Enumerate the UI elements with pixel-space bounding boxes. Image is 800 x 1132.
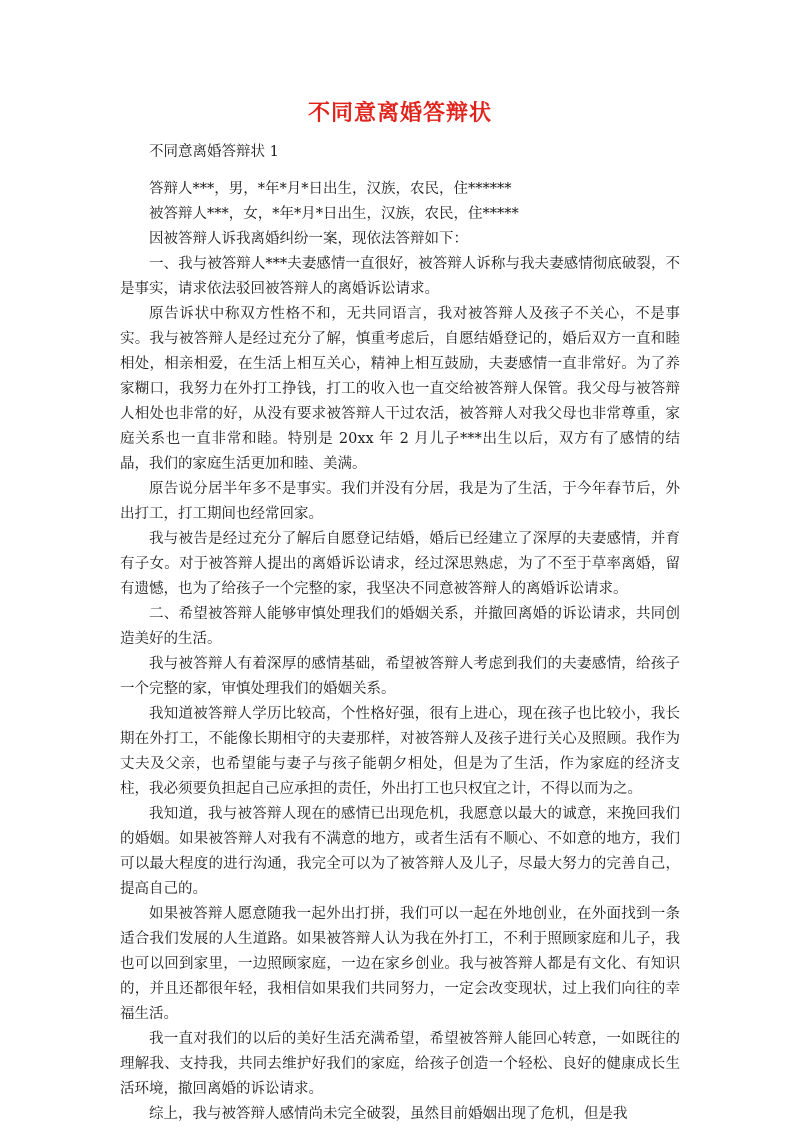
paragraph-body: 我与被告是经过充分了解后自愿登记结婚，婚后已经建立了深厚的夫妻感情，并育有子女。对于被答辩人提出的离婚诉讼请求，经过深思熟虑，为了不至于草率离婚，留有遗憾，也为了给孩子一个完整的家，我坚决不同意被答辩人的离婚诉讼请求。 (120, 531, 680, 597)
document-body (120, 177, 680, 1127)
paragraph-body: 我一直对我们的以后的美好生活充满希望，希望被答辩人能回心转意，一如既往的理解我、支持我，共同去维护好我们的家庭，给孩子创造一个轻松、良好的健康成长生活环境，撤回离婚的诉讼请求。 (120, 1031, 680, 1097)
document-title: 不同意离婚答辩状 (307, 100, 492, 126)
paragraph-respondent: 答辩人***，男，*年*月*日出生，汉族，农民，住****** (149, 181, 512, 197)
paragraph-point-two: 二、希望被答辩人能够审慎处理我们的婚姻关系，并撤回离婚的诉讼请求，共同创造美好的生活。 (120, 606, 680, 647)
paragraph-intro: 因被答辩人诉我离婚纠纷一案，现依法答辩如下： (149, 231, 468, 247)
paragraph-point-one: 一、我与被答辩人***夫妻感情一直很好，被答辩人诉称与我夫妻感情彻底破裂，不是事实，请求依法驳回被答辩人的离婚诉讼请求。 (120, 256, 680, 297)
paragraph-plaintiff: 被答辩人***，女，*年*月*日出生，汉族，农民，住***** (149, 206, 519, 222)
paragraph-conclusion: 综上，我与被答辩人感情尚未完全破裂，虽然目前婚姻出现了危机，但是我 (149, 1106, 628, 1122)
paragraph-body: 我知道被答辩人学历比较高，个性格好强，很有上进心，现在孩子也比较小，我长期在外打工，不能像长期相守的夫妻那样，对被答辩人及孩子进行关心及照顾。我作为丈夫及父亲，也希望能与妻子与孩子能朝夕相处，但是为了生活，作为家庭的经济支柱，我必须要负担起自己应承担的责任，外出打工也只权宜之计，不得以而为之。 (120, 706, 680, 797)
paragraph-body: 原告说分居半年多不是事实。我们并没有分居，我是为了生活，于今年春节后，外出打工，打工期间也经常回家。 (120, 481, 680, 522)
paragraph-body: 原告诉状中称双方性格不和，无共同语言，我对被答辩人及孩子不关心，不是事实。我与被答辩人是经过充分了解，慎重考虑后，自愿结婚登记的，婚后双方一直和睦相处，相亲相爱，在生活上相互关心，精神上相互鼓励，夫妻感情一直非常好。为了养家糊口，我努力在外打工挣钱，打工的收入也一直交给被答辩人保管。我父母与被答辩人相处也非常的好，从没有要求被答辩人干过农活，被答辩人对我父母也非常尊重，家庭关系也一直非常和睦。特别是 20xx 年 2 月儿子***出生以后，双方有了感情的结晶，我们的家庭生活更加和睦、美满。 (120, 306, 680, 472)
document-subtitle: 不同意离婚答辩状 1 (149, 144, 279, 160)
paragraph-body: 我知道，我与被答辩人现在的感情已出现危机，我愿意以最大的诚意，来挽回我们的婚姻。如果被答辩人对我有不满意的地方，或者生活有不顺心、不如意的地方，我们可以最大程度的进行沟通，我完全可以为了被答辩人及儿子，尽最大努力的完善自己，提高自己的。 (120, 806, 680, 897)
paragraph-body: 如果被答辩人愿意随我一起外出打拼，我们可以一起在外地创业，在外面找到一条适合我们发展的人生道路。如果被答辩人认为我在外打工，不利于照顾家庭和儿子，我也可以回到家里，一边照顾家庭，一边在家乡创业。我与被答辩人都是有文化、有知识的，并且还都很年轻，我相信如果我们共同努力，一定会改变现状，过上我们向往的幸福生活。 (120, 906, 680, 1022)
paragraph-body: 我与被答辩人有着深厚的感情基础，希望被答辩人考虑到我们的夫妻感情，给孩子一个完整的家，审慎处理我们的婚姻关系。 (120, 656, 680, 697)
